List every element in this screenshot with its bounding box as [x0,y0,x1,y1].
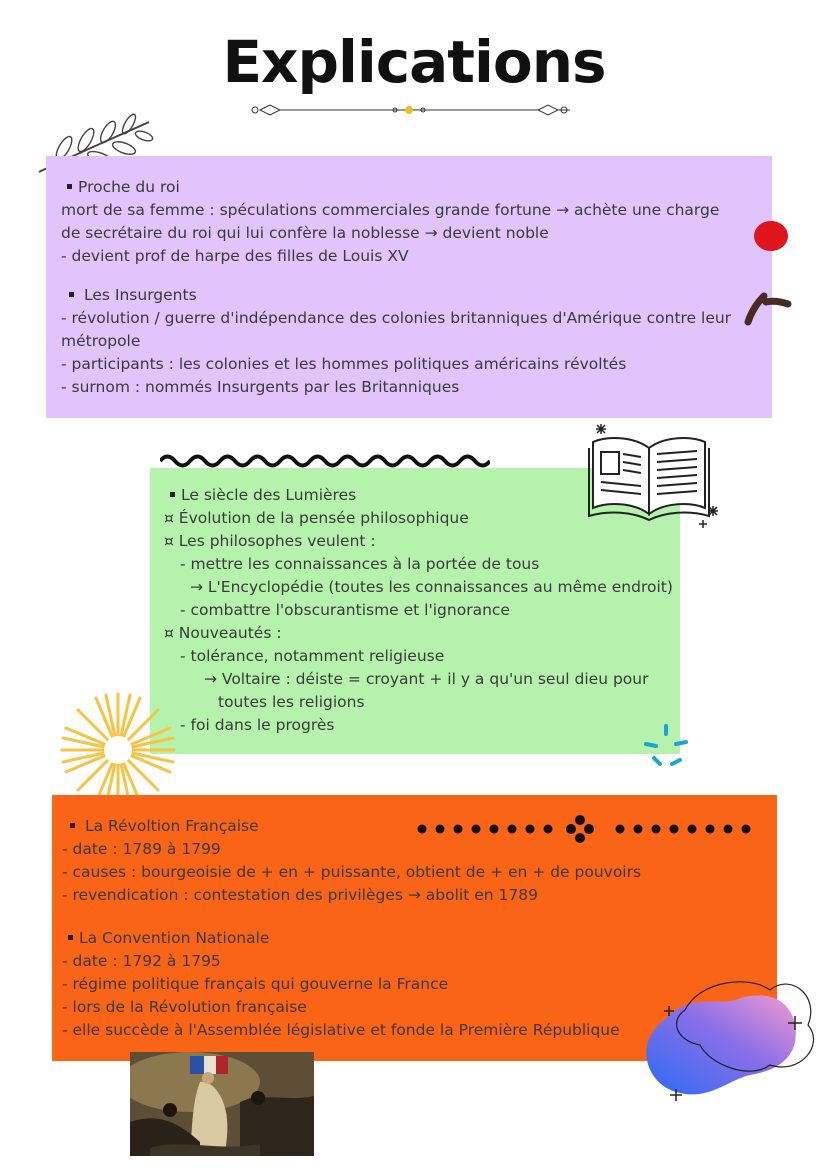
text-line: - participants : les colonies et les hommes politiques américains révoltés [61,355,627,373]
text-line: → L'Encyclopédie (toutes les connaissances au même endroit) [190,578,673,596]
ornament-divider [250,100,580,120]
text-line: - surnom : nommés Insurgents par les Britanniques [61,378,460,396]
blue-sparkle-decoration [640,722,692,774]
heading-proche-du-roi: Proche du roi [61,176,772,199]
text-line: - foi dans le progrès [180,716,335,734]
open-book-icon [585,420,725,532]
text-line: - elle succède à l'Assemblée législative et fonde la Première République [62,1021,620,1039]
heading-lumieres: Le siècle des Lumières [164,484,680,507]
liberty-painting-image [130,1052,314,1156]
page-title: Explications [222,28,606,96]
chevron-mark-icon [742,290,792,330]
text-line: ¤ Nouveautés : [164,624,282,642]
dotted-ornament [414,815,754,843]
text-line: - tolérance, notamment religieuse [180,647,445,665]
text-line: - mettre les connaissances à la portée de tous [180,555,540,573]
sun-decoration [58,690,178,810]
text-line: - revendication : contestation des privilèges → abolit en 1789 [62,886,538,904]
text-line: - devient prof de harpe des filles de Louis XV [61,247,409,265]
text-line: - révolution / guerre d'indépendance des colonies britanniques d'Amérique contre leur métropole [61,309,732,350]
text-line: - date : 1792 à 1795 [62,952,221,970]
heading-convention: La Convention Nationale [62,927,777,950]
text-line: - combattre l'obscurantisme et l'ignorance [180,601,510,619]
text-line: ¤ Évolution de la pensée philosophique [164,509,469,527]
heading-revolution: La Révoltion Française [62,815,777,838]
gradient-blob-decoration [640,975,820,1105]
text-line: mort de sa femme : spéculations commerciales grande fortune → achète une charge de secrétaire du roi qui lui confère la noblesse → devient noble [61,201,720,242]
red-dot-decoration [754,221,788,251]
text-line: ¤ Les philosophes veulent : [164,532,376,550]
text-line: - date : 1789 à 1799 [62,840,221,858]
text-line: - lors de la Révolution française [62,998,307,1016]
text-line: - causes : bourgeoisie de + en + puissante, obtient de + en + de pouvoirs [62,863,642,881]
text-line: toutes les religions [218,693,365,711]
text-line: → Voltaire : déiste = croyant + il y a qu'un seul dieu pour [204,670,649,688]
section-proche-du-roi [46,156,772,418]
text-line: - régime politique français qui gouverne la France [62,975,449,993]
heading-insurgents: Les Insurgents [61,284,772,307]
